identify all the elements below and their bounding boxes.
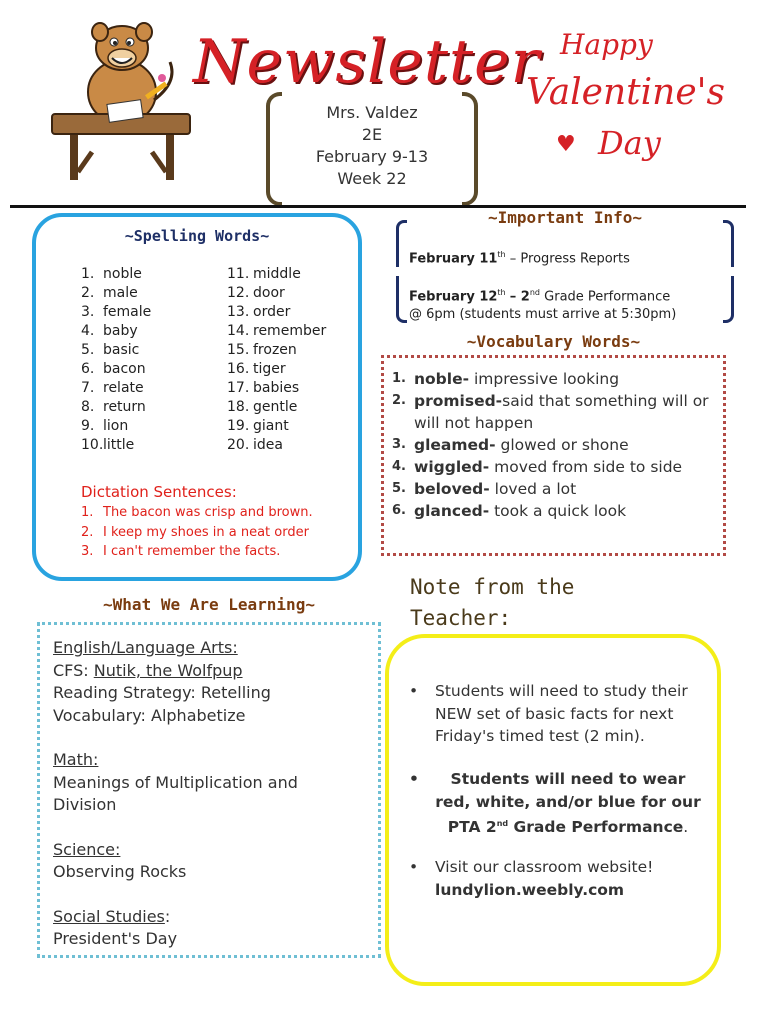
bullet-icon: • (409, 682, 419, 700)
teacher-name: Mrs. Valdez (326, 103, 418, 122)
list-item: 2. male (81, 285, 138, 301)
list-item: 3. female (81, 304, 152, 320)
list-item: 17. babies (227, 380, 300, 396)
bracket-top-left (396, 220, 407, 267)
happy-valentines-day-graphic (520, 28, 730, 178)
list-item: 1. noble- impressive looking (392, 370, 620, 388)
list-item: 1. noble (81, 266, 142, 282)
list-item: 2. promised-said that something will or will not happen (392, 392, 709, 432)
list-item: 7. relate (81, 380, 144, 396)
list-item: 11. middle (227, 266, 301, 282)
teacher-info-box (266, 92, 478, 200)
info-item-grade-performance: February 12th – 2nd Grade Performance (409, 288, 671, 305)
list-item: 5. basic (81, 342, 140, 358)
list-item: 14. remember (227, 323, 327, 339)
list-item: 2. I keep my shoes in a neat order (81, 524, 309, 540)
lion-mascot-at-desk-illustration (48, 22, 194, 182)
reading-strategy-line: Reading Strategy: Retelling (53, 683, 271, 702)
week-number: Week 22 (337, 169, 407, 188)
list-item: 9. lion (81, 418, 129, 434)
math-line-1: Meanings of Multiplication and (53, 772, 298, 792)
bullet-icon: • (409, 858, 419, 876)
learning-box (37, 622, 381, 958)
note-title: Note from the Teacher: (410, 575, 575, 630)
learning-content (53, 637, 298, 951)
social-studies-heading: Social Studies: (53, 906, 171, 926)
cfs-line: CFS: Nutik, the Wolfpup (53, 660, 243, 680)
website-link[interactable]: lundylion.weebly.com (435, 880, 625, 899)
dictation-list (81, 503, 313, 562)
list-item: 4. wiggled- moved from side to side (392, 458, 683, 476)
list-item: 12. door (227, 285, 285, 301)
list-item: 6. glanced- took a quick look (392, 502, 627, 520)
vocabulary-list (392, 368, 714, 522)
science-heading: Science: (53, 839, 121, 859)
spelling-list-col2 (227, 265, 326, 455)
important-info-box (396, 206, 734, 332)
note-item-website: • Visit our classroom website! lundylion.weebly.com (409, 858, 654, 899)
list-item: 13. order (227, 304, 291, 320)
list-item: 19. giant (227, 418, 289, 434)
valentine-word-2: Valentine's (526, 72, 726, 113)
list-item: 20. idea (227, 437, 283, 453)
info-item-performance-time: @ 6pm (students must arrive at 5:30pm) (409, 307, 677, 322)
spelling-title: ~Spelling Words~ (124, 227, 270, 245)
left-brace-bracket (266, 92, 282, 206)
math-heading: Math: (53, 750, 99, 769)
newsletter-title: Newsletter (193, 27, 541, 97)
note-item-basic-facts: • Students will need to study their NEW set of basic facts for next Friday's timed test (2 min). (409, 682, 688, 745)
social-studies-line: President's Day (53, 929, 178, 948)
list-item: 18. gentle (227, 399, 298, 415)
list-item: 1. The bacon was crisp and brown. (81, 505, 313, 520)
right-brace-bracket (462, 92, 478, 206)
important-info-title: ~Important Info~ (487, 208, 643, 227)
spelling-words-box (32, 213, 362, 581)
list-item: 16. tiger (227, 361, 286, 377)
list-item: 15. frozen (227, 342, 297, 358)
date-range: February 9-13 (315, 147, 429, 166)
list-item: 4. baby (81, 323, 138, 339)
bracket-top-right (723, 220, 734, 267)
math-line-2: Division (53, 795, 117, 814)
ela-heading: English/Language Arts: (53, 638, 238, 657)
teacher-info-lines (286, 102, 458, 190)
class-name: 2E (361, 125, 383, 144)
bracket-bottom-left (396, 276, 407, 323)
science-line: Observing Rocks (53, 862, 187, 881)
vocabulary-box (381, 355, 726, 556)
valentine-word-1: Happy (560, 28, 653, 61)
list-item: 6. bacon (81, 361, 146, 377)
bullet-icon: • (409, 770, 419, 788)
list-item: 3. gleamed- glowed or shone (392, 436, 629, 454)
list-item: 3. I can't remember the facts. (81, 544, 281, 559)
heart-icon: ♥ (556, 132, 576, 157)
spelling-list-col1 (81, 265, 151, 455)
learning-title: ~What We Are Learning~ (103, 595, 315, 614)
list-item: 10.little (81, 437, 135, 453)
bracket-bottom-right (723, 276, 734, 323)
vocabulary-title: ~Vocabulary Words~ (466, 332, 641, 351)
list-item: 8. return (81, 399, 146, 415)
list-item: 5. beloved- loved a lot (392, 480, 577, 498)
valentine-word-3: Day (598, 124, 661, 162)
vocabulary-line: Vocabulary: Alphabetize (53, 705, 246, 725)
note-item-wear-colors: • Students will need to wear red, white, and/or blue for our PTA 2nd Grade Performance. (409, 770, 701, 837)
info-item-progress-reports: February 11th – Progress Reports (409, 250, 630, 267)
dictation-title: Dictation Sentences: (81, 483, 237, 501)
note-box (385, 634, 721, 986)
